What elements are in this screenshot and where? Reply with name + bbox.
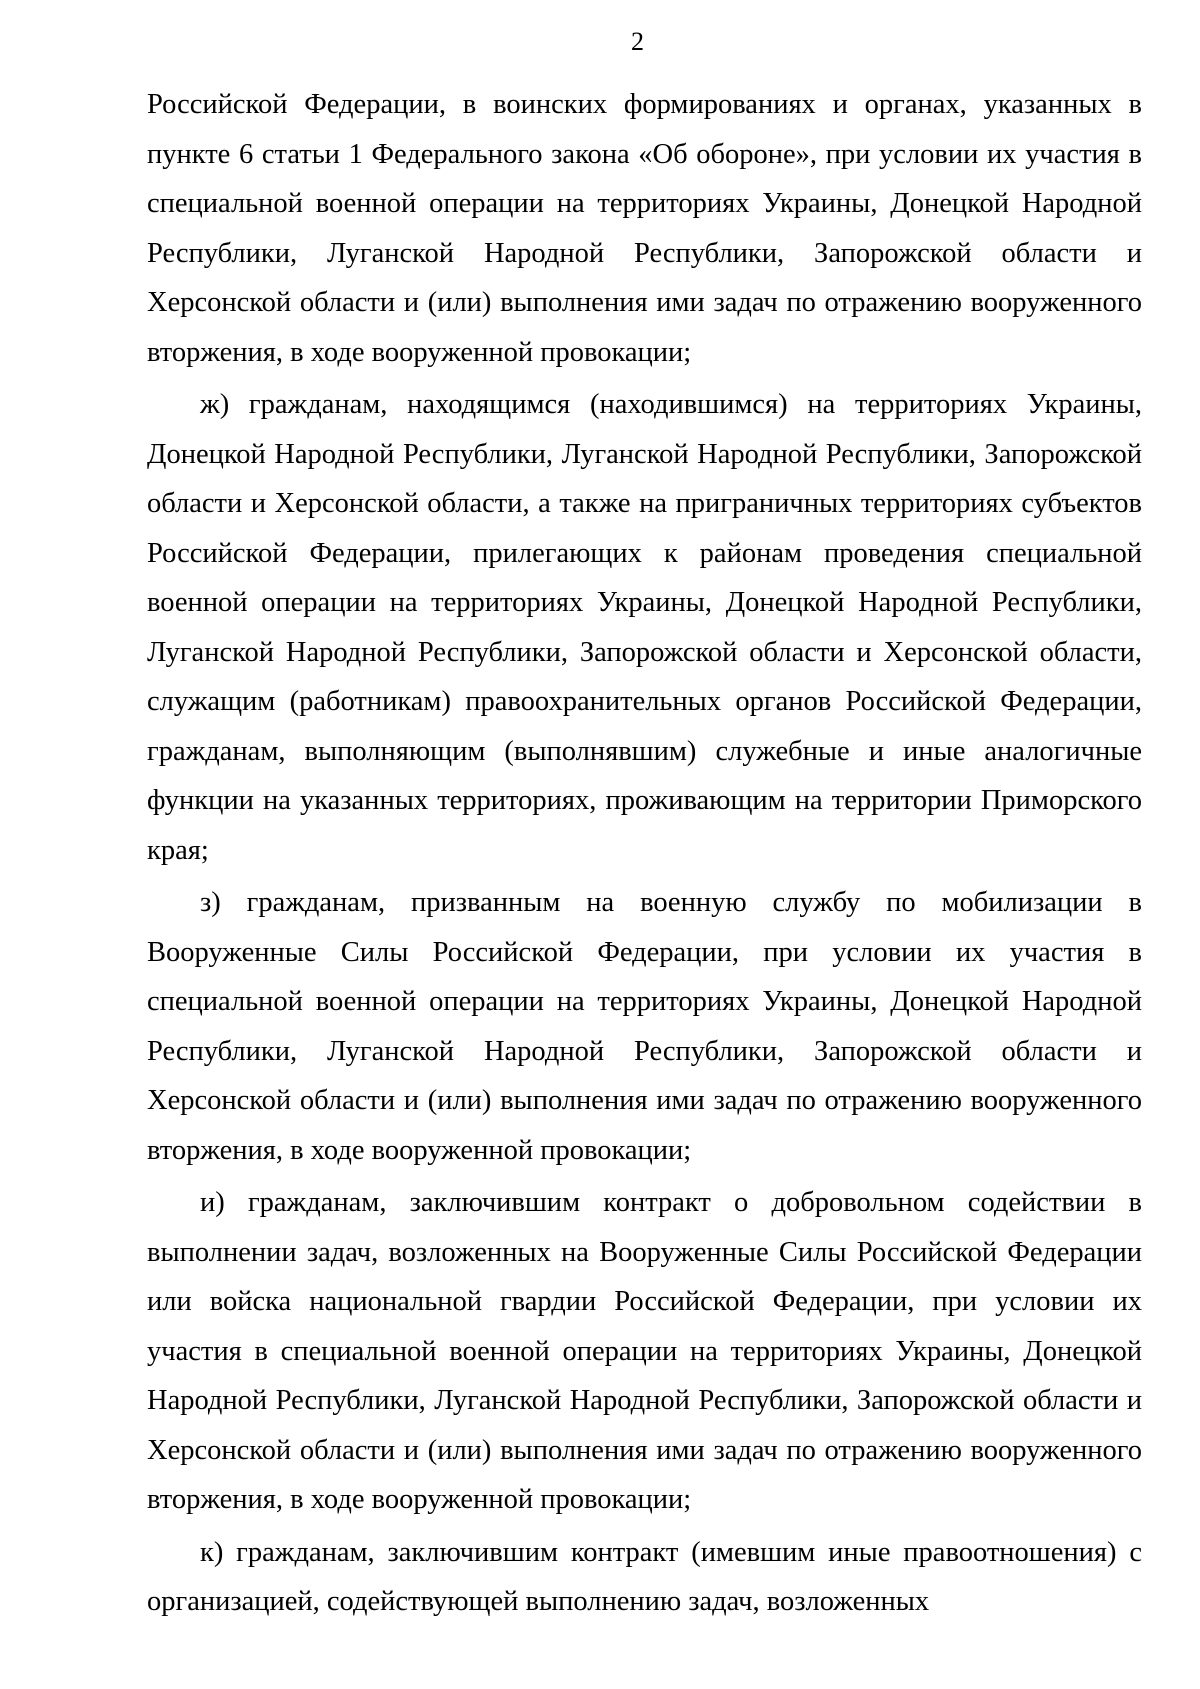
paragraph-item-i: и) гражданам, заключившим контракт о добровольном содействии в выполнении задач, возложенных на Вооруженные Силы Российской Федерации или войска национальной гвардии Российской Федерации, при условии их участия в специальной военной операции на территориях Украины, Донецкой Народной Республики, Луганской Народной Республики, Запорожской области и Херсонской области и (или) выполнения ими задач по отражению вооруженного вторжения, в ходе вооруженной провокации; xyxy=(147,1187,1142,1515)
paragraph-item-zh: ж) гражданам, находящимся (находившимся) на территориях Украины, Донецкой Народной Республики, Луганской Народной Республики, Запорожской области и Херсонской области, а также на приграничных территориях субъектов Российской Федерации, прилегающих к районам проведения специальной военной операции на территориях Украины, Донецкой Народной Республики, Луганской Народной Республики, Запорожской области и Херсонской области, служащим (работникам) правоохранительных органов Российской Федерации, гражданам, выполняющим (выполнявшим) служебные и иные аналогичные функции на указанных территориях, проживающим на территории Приморского края; xyxy=(147,389,1142,866)
page-number: 2 xyxy=(631,27,644,56)
paragraph-item-k: к) гражданам, заключившим контракт (имевшим иные правоотношения) с организацией, содействующей выполнению задач, возложенных xyxy=(147,1536,1142,1617)
paragraph-continuation: Российской Федерации, в воинских формированиях и органах, указанных в пункте 6 статьи 1 Федерального закона «Об обороне», при условии их участия в специальной военной операции на территориях Украины, Донецкой Народной Республики, Луганской Народной Республики, Запорожской области и Херсонской области и (или) выполнения ими задач по отражению вооруженного вторжения, в ходе вооруженной провокации; xyxy=(147,89,1142,368)
document-body xyxy=(147,80,1142,1630)
paragraph-item-z: з) гражданам, призванным на военную службу по мобилизации в Вооруженные Силы Российской Федерации, при условии их участия в специальной военной операции на территориях Украины, Донецкой Народной Республики, Луганской Народной Республики, Запорожской области и Херсонской области и (или) выполнения ими задач по отражению вооруженного вторжения, в ходе вооруженной провокации; xyxy=(147,887,1142,1166)
